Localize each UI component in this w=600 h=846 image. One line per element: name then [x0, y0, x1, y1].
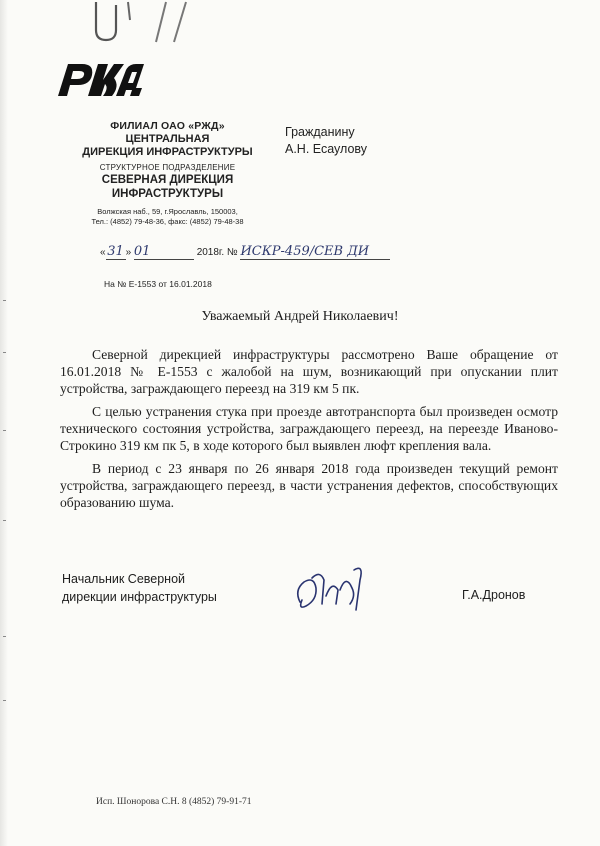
- body-paragraph: С целью устранения стука при проезде автотранспорта был произведен осмотр технического состояния устройства, заграждающего переезд, на переезде Иваново-Строкино 319 км пк 5, в ходе которого был выявлен люфт крепления вала.: [60, 404, 558, 453]
- organization-header: [70, 120, 265, 227]
- greeting: Уважаемый Андрей Николаевич!: [201, 309, 399, 324]
- org-line: СТРУКТУРНОЕ ПОДРАЗДЕЛЕНИЕ: [99, 163, 236, 172]
- reg-year: 2018г.: [196, 247, 225, 258]
- org-address: Волжская наб., 59, г.Ярославль, 150003,: [97, 207, 238, 216]
- addressee-name: А.Н. Есаулову: [285, 142, 368, 156]
- reg-month: 01: [133, 244, 151, 259]
- addressee-line: Гражданину: [285, 125, 355, 139]
- rzd-logo-icon: [56, 58, 146, 100]
- scan-speck: [3, 352, 6, 353]
- signer-title: [62, 570, 217, 606]
- org-line: ДИРЕКЦИЯ ИНФРАСТРУКТУРЫ: [82, 146, 253, 158]
- body-paragraph: Северной дирекцией инфраструктуры рассмотрено Ваше обращение от 16.01.2018 № Е-1553 с жалобой на шум, возникающий при опускании плит устройства, заграждающего переезд на 319 км 5 пк.: [60, 347, 558, 396]
- org-line: ЦЕНТРАЛЬНАЯ: [125, 133, 210, 145]
- signer-title-line: Начальник Северной: [62, 572, 186, 586]
- reg-day: 31: [107, 244, 124, 259]
- org-line: ИНФРАСТРУКТУРЫ: [111, 188, 224, 200]
- scan-speck: [3, 700, 6, 701]
- executor-line: Исп. Шонорова С.Н. 8 (4852) 79-91-71: [96, 797, 252, 807]
- scan-speck: [3, 300, 6, 301]
- org-line: СЕВЕРНАЯ ДИРЕКЦИЯ: [101, 174, 234, 186]
- body-paragraph: В период с 23 января по 26 января 2018 года произведен текущий ремонт устройства, заграждающего переезд, в части устранения дефектов, способствующих образованию шума.: [60, 461, 558, 510]
- reference-line: На № Е-1553 от 16.01.2018: [104, 279, 212, 289]
- letter-body: [60, 346, 558, 517]
- handwritten-signature-icon: [290, 560, 380, 620]
- org-line: ФИЛИАЛ ОАО «РЖД»: [110, 120, 225, 132]
- signer-title-line: дирекции инфраструктуры: [62, 590, 217, 604]
- scan-speck: [3, 636, 6, 637]
- addressee: [285, 124, 367, 158]
- org-phones: Тел.: (4852) 79-48-36, факс: (4852) 79-48-38: [91, 217, 244, 226]
- reg-number: ИСКР-459/СЕВ ДИ: [240, 244, 370, 259]
- scan-speck: [3, 520, 6, 521]
- registration-line: « 31 » 01 2018г. № ИСКР-459/СЕВ ДИ: [100, 244, 390, 260]
- scan-speck: [3, 430, 6, 431]
- signer-name: Г.А.Дронов: [462, 588, 526, 602]
- reg-number-label: №: [226, 247, 238, 258]
- staple-mark-icon: [88, 0, 208, 45]
- scan-edge: [0, 0, 8, 846]
